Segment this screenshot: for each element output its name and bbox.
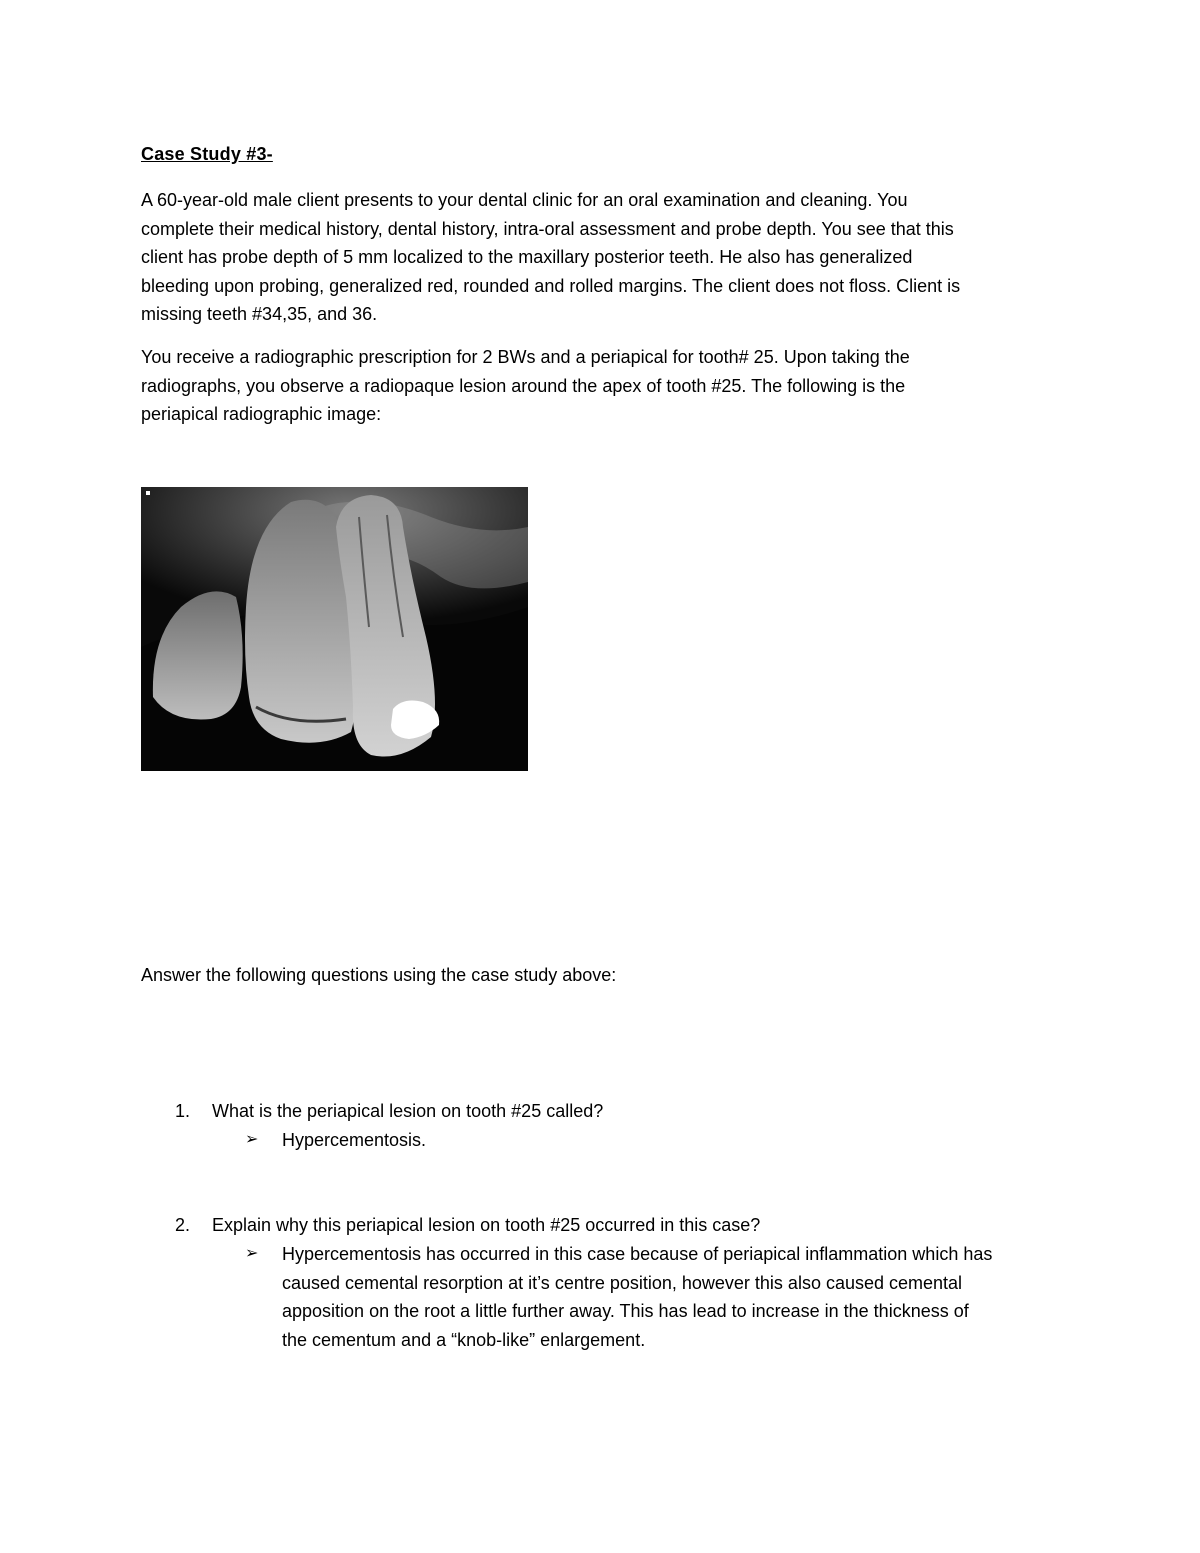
paragraph-line: missing teeth #34,35, and 36. [141, 304, 378, 324]
paragraph-line: A 60-year-old male client presents to your dental clinic for an oral examination and cleaning. You [141, 190, 908, 210]
question-number: 2. [175, 1215, 191, 1235]
answer-item [141, 1240, 1061, 1360]
case-study-heading: Case Study #3- [141, 144, 273, 164]
answer-line: apposition on the root a little further away. This has lead to increase in the thickness of [282, 1301, 969, 1321]
paragraph-line: radiographs, you observe a radiopaque lesion around the apex of tooth #25. The following is the [141, 375, 906, 396]
answer-item [141, 1126, 1061, 1156]
arrow-bullet-icon: ➢ [245, 1131, 259, 1148]
case-description-paragraph [141, 186, 1061, 329]
question-text: Explain why this periapical lesion on tooth #25 occurred in this case? [212, 1215, 761, 1235]
question-text: What is the periapical lesion on tooth #25 called? [212, 1101, 604, 1121]
questions-prompt: Answer the following questions using the case study above: [141, 965, 617, 985]
answer-line: Hypercementosis has occurred in this case because of periapical inflammation which has [282, 1244, 993, 1264]
answer-line: caused cemental resorption at it’s centre position, however this also caused cemental [282, 1272, 963, 1293]
periapical-radiograph-image [141, 487, 528, 771]
answer-line: Hypercementosis. [282, 1130, 427, 1150]
answer-text [282, 1126, 1082, 1155]
paragraph-line: client has probe depth of 5 mm localized to the maxillary posterior teeth. He also has generalized [141, 247, 913, 267]
question-number: 1. [175, 1101, 191, 1121]
paragraph-line: You receive a radiographic prescription for 2 BWs and a periapical for tooth# 25. Upon taking the [141, 347, 910, 367]
answer-line: the cementum and a “knob-like” enlargement. [282, 1329, 646, 1350]
arrow-bullet-icon: ➢ [245, 1245, 259, 1262]
radiograph-description-paragraph [141, 343, 1061, 429]
paragraph-line: periapical radiographic image: [141, 404, 382, 424]
paragraph-line: complete their medical history, dental history, intra-oral assessment and probe depth. You see that this [141, 218, 954, 239]
answer-text [282, 1240, 1082, 1354]
paragraph-line: bleeding upon probing, generalized red, rounded and rolled margins. The client does not floss. Client is [141, 275, 961, 296]
